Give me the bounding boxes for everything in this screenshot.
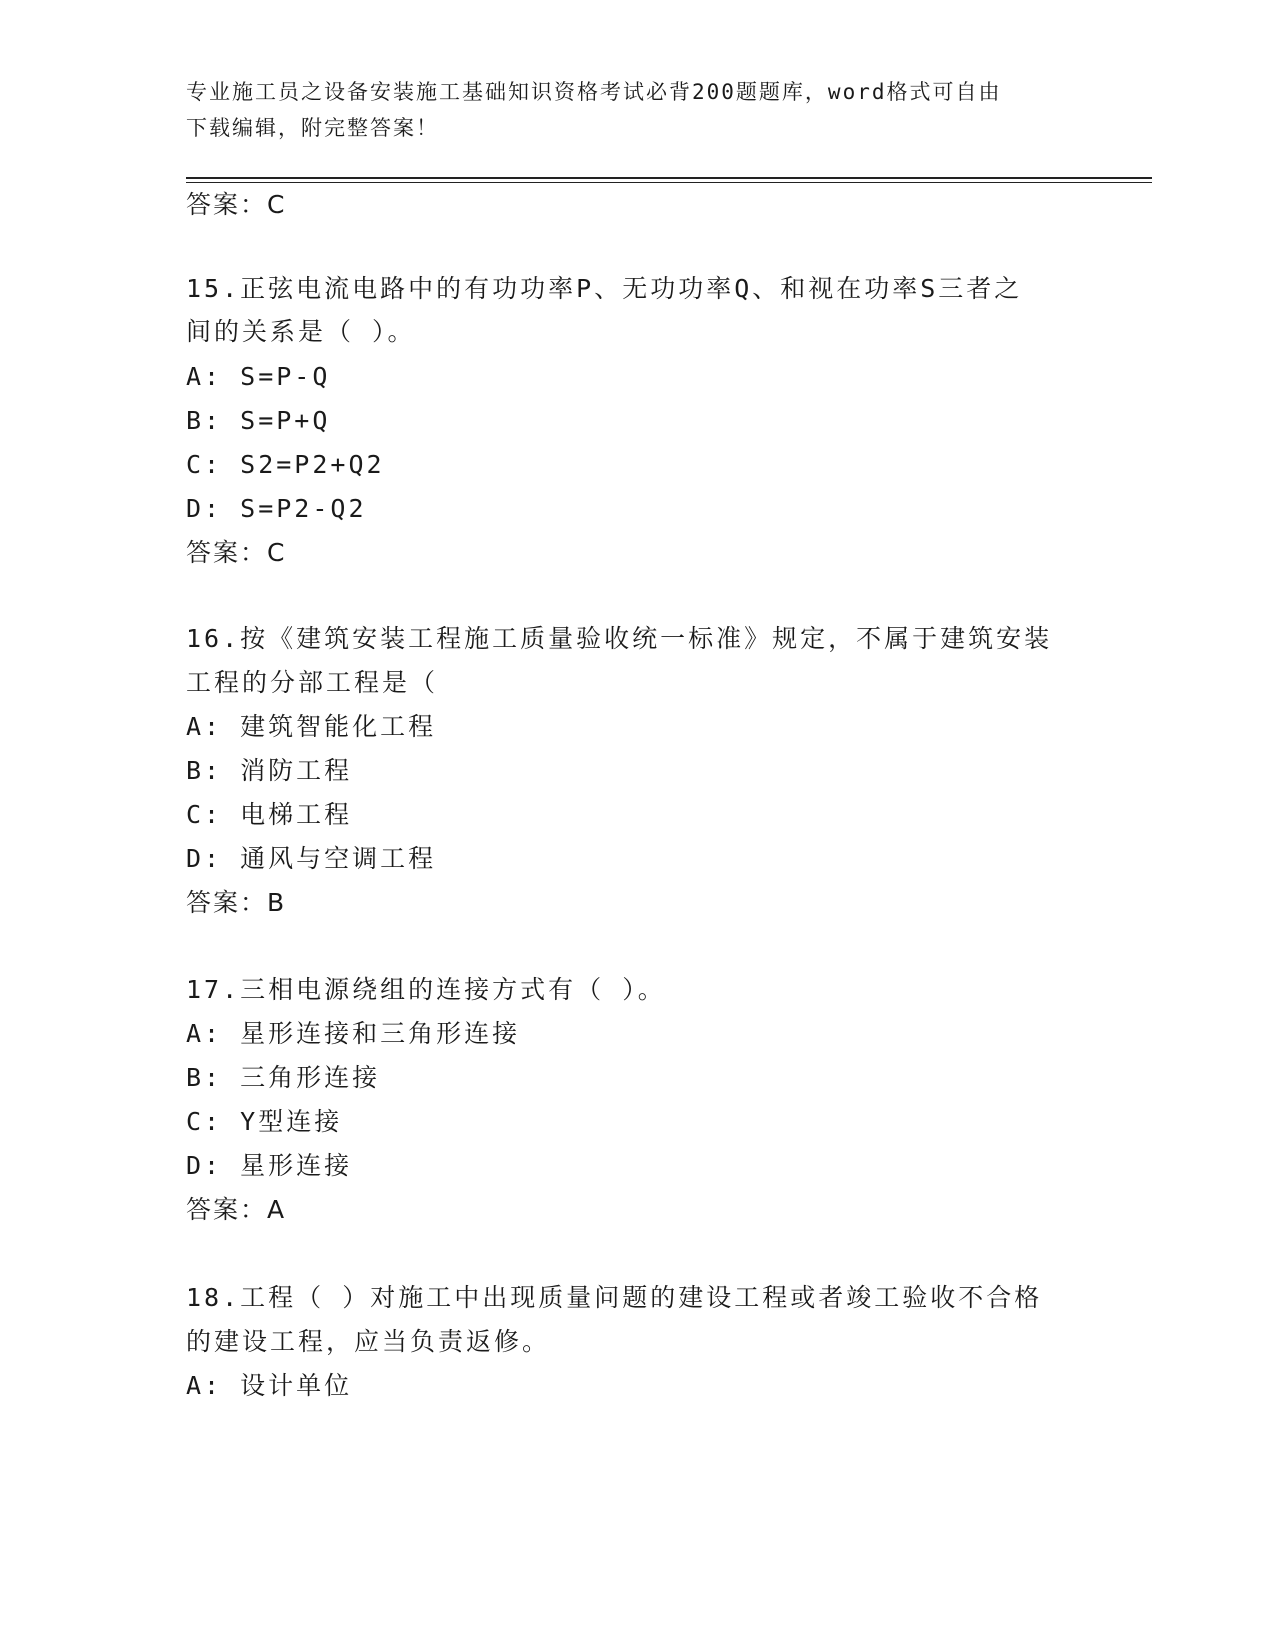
question-18-stem-line-1: 18.工程（ ）对施工中出现质量问题的建设工程或者竣工验收不合格 (186, 1283, 1043, 1312)
question-15-option-a: A: S=P-Q (186, 362, 331, 391)
question-17-option-d: D: 星形连接 (186, 1151, 353, 1180)
question-16-answer: 答案：B (186, 888, 287, 917)
question-16-option-d: D: 通风与空调工程 (186, 844, 437, 873)
question-18-option-a: A: 设计单位 (186, 1371, 353, 1400)
question-17-option-b: B: 三角形连接 (186, 1063, 381, 1092)
question-17-option-c: C: Y型连接 (186, 1107, 343, 1136)
question-16-option-a: A: 建筑智能化工程 (186, 712, 437, 741)
question-16-option-b: B: 消防工程 (186, 756, 353, 785)
question-15-option-b: B: S=P+Q (186, 406, 331, 435)
question-17-option-a: A: 星形连接和三角形连接 (186, 1019, 521, 1048)
question-18-stem-line-2: 的建设工程，应当负责返修。 (186, 1327, 551, 1356)
answer-previous: 答案：C (186, 190, 287, 219)
question-17-stem-line-1: 17.三相电源绕组的连接方式有（ ）。 (186, 975, 666, 1004)
question-16-stem-line-1: 16.按《建筑安装工程施工质量验收统一标准》规定，不属于建筑安装 (186, 624, 1053, 653)
question-15-stem-line-2: 间的关系是（ ）。 (186, 317, 416, 346)
header-line-2: 下载编辑，附完整答案！ (186, 116, 439, 140)
header-divider-thin (186, 182, 1152, 183)
question-17-answer: 答案：A (186, 1195, 287, 1224)
document-header (186, 74, 1086, 146)
header-divider-thick (186, 177, 1152, 179)
question-15-option-d: D: S=P2-Q2 (186, 494, 367, 523)
question-15-answer: 答案：C (186, 538, 287, 567)
question-16-option-c: C: 电梯工程 (186, 800, 353, 829)
question-15-stem-line-1: 15.正弦电流电路中的有功功率P、无功功率Q、和视在功率S三者之 (186, 274, 1023, 303)
header-line-1: 专业施工员之设备安装施工基础知识资格考试必背200题题库，word格式可自由 (186, 80, 1002, 104)
question-15-option-c: C: S2=P2+Q2 (186, 450, 385, 479)
question-16-stem-line-2: 工程的分部工程是（ (186, 668, 439, 697)
